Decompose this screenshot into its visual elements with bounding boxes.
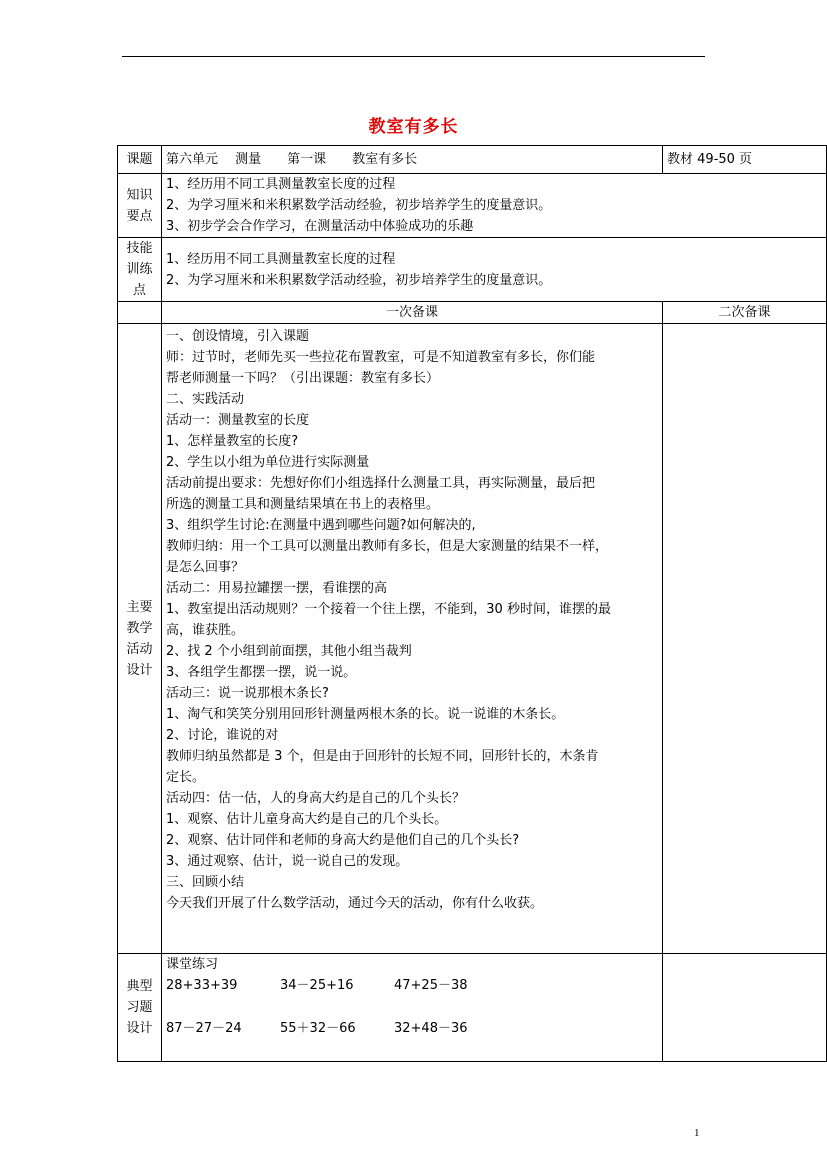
exercise-item: 47+25－38 <box>394 978 468 993</box>
lesson-plan-table <box>117 145 827 1062</box>
design-line: 高，谁获胜。 <box>166 623 245 638</box>
design-line: 2、观察、估计同伴和老师的身高大约是他们自己的几个头长? <box>166 833 520 848</box>
header-rule <box>122 56 705 57</box>
second-prep-header: 二次备课 <box>663 302 827 324</box>
design-line: 1、教室提出活动规则？一个接着一个往上摆，不能到，30 秒时间，谁摆的最 <box>166 602 611 617</box>
knowledge-line: 1、经历用不同工具测量教室长度的过程 <box>166 177 396 192</box>
skills-content <box>162 238 827 302</box>
exercise-spacer <box>166 996 658 1018</box>
textbook-pages: 教材 49-50 页 <box>663 146 827 174</box>
design-line: 师：过节时，老师先买一些拉花布置教室，可是不知道教室有多长，你们能 <box>166 350 596 365</box>
exercise-row <box>118 954 827 1062</box>
prep-header-row <box>118 302 827 324</box>
topic-label: 课题 <box>118 146 162 174</box>
exercise-second-prep <box>663 954 827 1062</box>
exercise-item: 34－25+16 <box>280 978 354 993</box>
exercise-label: 典型习题设计 <box>118 954 162 1062</box>
knowledge-content <box>162 174 827 238</box>
exercise-content <box>162 954 663 1062</box>
page-number: 1 <box>694 1127 700 1139</box>
first-prep-header: 一次备课 <box>162 302 663 324</box>
design-line: 二、实践活动 <box>166 392 245 407</box>
page-title: 教室有多长 <box>368 117 459 137</box>
design-content <box>162 324 663 954</box>
design-line: 今天我们开展了什么数学活动，通过今天的活动，你有什么收获。 <box>166 896 544 911</box>
exercise-row-2 <box>166 1018 658 1039</box>
design-line: 帮老师测量一下吗？（引出课题：教室有多长） <box>166 371 440 386</box>
design-line: 是怎么回事？ <box>166 560 245 575</box>
design-label: 主要教学活动设计 <box>118 324 162 954</box>
knowledge-row <box>118 174 827 238</box>
prep-header-blank <box>118 302 162 324</box>
exercise-item: 55＋32－66 <box>280 1021 356 1036</box>
exercise-item: 28+33+39 <box>166 978 238 993</box>
design-line: 活动三：说一说那根木条长? <box>166 686 329 701</box>
exercise-item: 32+48－36 <box>394 1021 468 1036</box>
knowledge-line: 3、初步学会合作学习，在测量活动中体验成功的乐趣 <box>166 219 474 234</box>
design-line: 1、淘气和笑笑分别用回形针测量两根木条的长。说一说谁的木条长。 <box>166 707 565 722</box>
design-line: 教师归纳：用一个工具可以测量出教师有多长，但是大家测量的结果不一样， <box>166 539 609 554</box>
design-line: 活动一：测量教室的长度 <box>166 413 310 428</box>
design-line: 2、找 2 个小组到前面摆，其他小组当裁判 <box>166 644 412 659</box>
design-line: 2、讨论，谁说的对 <box>166 728 279 743</box>
design-line: 教师归纳虽然都是 3 个，但是由于回形针的长短不同，回形针长的，木条肯 <box>166 749 599 764</box>
exercise-item: 87－27－24 <box>166 1021 242 1036</box>
knowledge-label: 知识要点 <box>118 174 162 238</box>
skills-label: 技能训练点 <box>118 238 162 302</box>
design-line: 3、各组学生都摆一摆，说一说。 <box>166 665 357 680</box>
skills-line: 2、为学习厘米和米积累数学活动经验，初步培养学生的度量意识。 <box>166 272 552 288</box>
design-line: 3、通过观察、估计，说一说自己的发现。 <box>166 854 409 869</box>
design-line: 活动二：用易拉罐摆一摆，看谁摆的高 <box>166 581 388 596</box>
design-line: 活动前提出要求：先想好你们小组选择什么测量工具，再实际测量，最后把 <box>166 476 596 491</box>
exercise-heading: 课堂练习 <box>166 957 219 972</box>
design-line: 活动四：估一估，人的身高大约是自己的几个头长？ <box>166 791 466 806</box>
design-line: 定长。 <box>166 770 206 785</box>
topic-row <box>118 146 827 174</box>
exercise-row-1 <box>166 975 658 996</box>
design-line: 2、学生以小组为单位进行实际测量 <box>166 455 370 470</box>
design-row <box>118 324 827 954</box>
design-line: 所选的测量工具和测量结果填在书上的表格里。 <box>166 497 440 512</box>
design-line: 1、观察、估计儿童身高大约是自己的几个头长。 <box>166 812 448 827</box>
design-second-prep <box>663 324 827 954</box>
design-line: 1、怎样量教室的长度? <box>166 434 299 449</box>
topic-text: 第六单元 测量 第一课 教室有多长 <box>162 146 663 174</box>
knowledge-line: 2、为学习厘米和米积累数学活动经验，初步培养学生的度量意识。 <box>166 198 552 213</box>
skills-row <box>118 238 827 302</box>
design-line: 一、创设情境，引入课题 <box>166 329 310 344</box>
skills-line: 1、经历用不同工具测量教室长度的过程 <box>166 251 396 267</box>
design-line: 3、组织学生讨论:在测量中遇到哪些问题?如何解决的, <box>166 518 476 533</box>
design-line: 三、回顾小结 <box>166 875 245 890</box>
